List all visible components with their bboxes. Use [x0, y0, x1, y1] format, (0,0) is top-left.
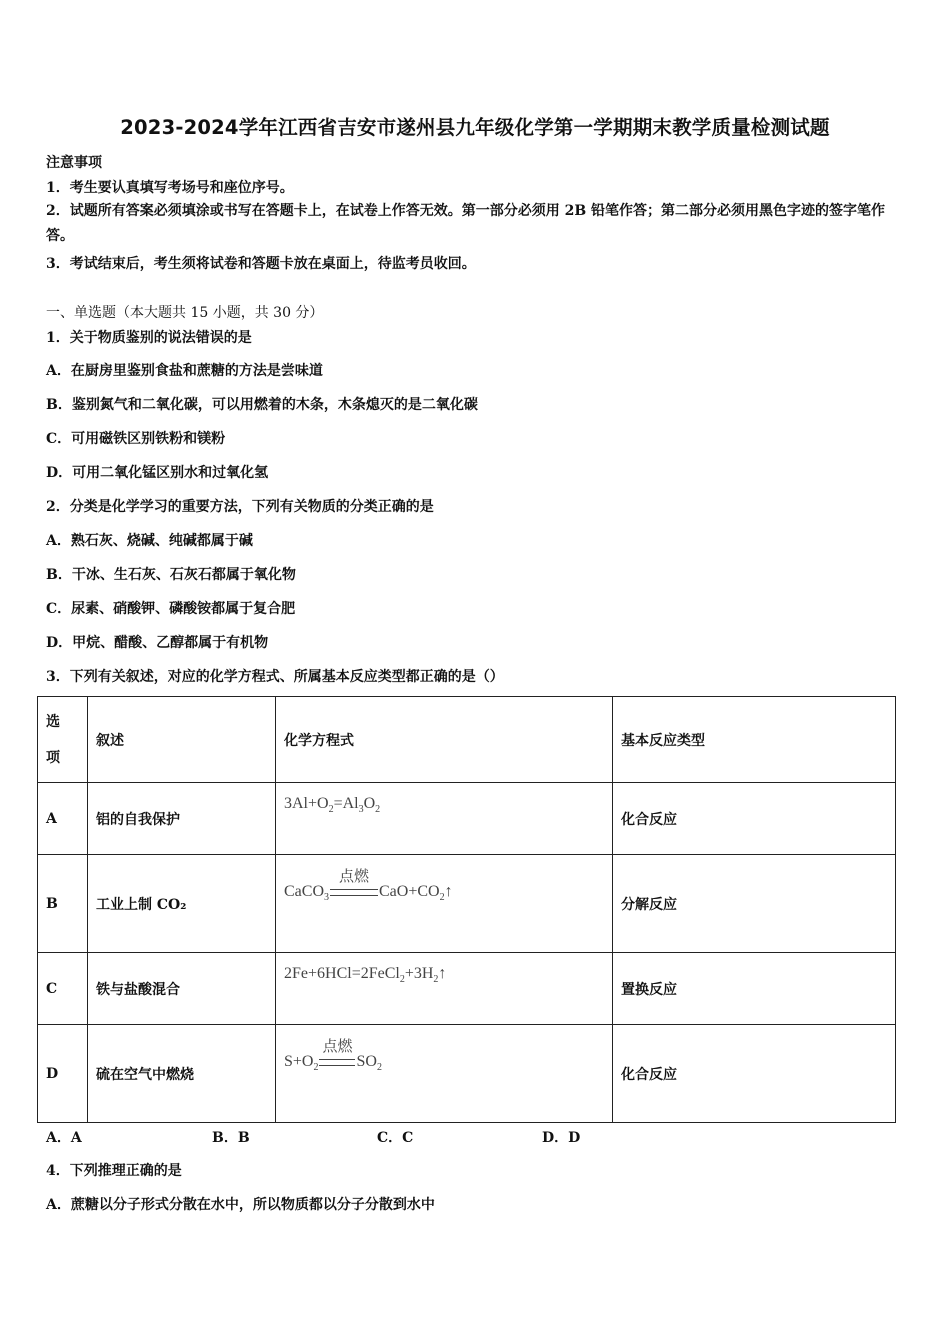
row-desc: 硫在空气中燃烧	[88, 1025, 276, 1123]
header-type: 基本反应类型	[613, 697, 896, 783]
notice-heading: 注意事项	[46, 155, 102, 171]
row-type: 置换反应	[613, 953, 896, 1025]
section-heading: 一、单选题（本大题共 15 小题，共 30 分）	[46, 305, 324, 321]
question-stem: 1．关于物质鉴别的说法错误的是	[46, 330, 252, 346]
question-stem: 4．下列推理正确的是	[46, 1163, 182, 1179]
option-a: A．熟石灰、烧碱、纯碱都属于碱	[46, 533, 253, 549]
row-equation: $2Fe+6HCl=2FeCl_2+3H_2↑$	[276, 953, 613, 1025]
row-equation: $S+O_2$ 点燃 $SO_2$	[276, 1025, 613, 1123]
option-b: B．干冰、生石灰、石灰石都属于氧化物	[46, 567, 296, 583]
row-type: 化合反应	[613, 1025, 896, 1123]
table-row	[38, 783, 896, 855]
row-option: D	[38, 1025, 88, 1123]
table-row	[38, 855, 896, 953]
row-desc: 铁与盐酸混合	[88, 953, 276, 1025]
option-a: A．在厨房里鉴别食盐和蔗糖的方法是尝味道	[46, 363, 323, 379]
notice-item: 1．考生要认真填写考场号和座位序号。	[46, 180, 294, 196]
question-stem: 2．分类是化学学习的重要方法，下列有关物质的分类正确的是	[46, 499, 434, 515]
row-equation: $3Al+O_2=Al_3O_2$	[276, 783, 613, 855]
row-desc: 铝的自我保护	[88, 783, 276, 855]
answer-c: C．C	[377, 1130, 414, 1146]
notice-item: 2．试题所有答案必须填涂或书写在答题卡上，在试卷上作答无效。第一部分必须用 2B 铅笔作答；第二部分必须用黑色字迹的签字笔作答。	[46, 203, 886, 244]
option-a: A．蔗糖以分子形式分散在水中，所以物质都以分子分散到水中	[46, 1197, 435, 1213]
table-row	[38, 1025, 896, 1123]
answer-d: D．D	[542, 1130, 581, 1146]
table-header-row	[38, 697, 896, 783]
page-title: 2023-2024学年江西省吉安市遂州县九年级化学第一学期期末教学质量检测试题	[120, 116, 830, 139]
question-stem: 3．下列有关叙述，对应的化学方程式、所属基本反应类型都正确的是（）	[46, 669, 504, 685]
header-equation: 化学方程式	[276, 697, 613, 783]
answer-a: A．A	[46, 1130, 82, 1146]
table-row	[38, 953, 896, 1025]
reaction-table	[37, 696, 896, 1123]
header-option: 选 项	[38, 697, 88, 783]
option-d: D．甲烷、醋酸、乙醇都属于有机物	[46, 635, 269, 651]
option-b: B．鉴别氮气和二氧化碳，可以用燃着的木条，木条熄灭的是二氧化碳	[46, 397, 478, 413]
header-desc: 叙述	[88, 697, 276, 783]
row-desc: 工业上制 CO₂	[88, 855, 276, 953]
row-option: A	[38, 783, 88, 855]
row-option: C	[38, 953, 88, 1025]
reaction-condition: 点燃	[322, 1037, 353, 1055]
row-option: B	[38, 855, 88, 953]
answer-b: B．B	[212, 1130, 250, 1146]
option-d: D．可用二氧化锰区别水和过氧化氢	[46, 465, 269, 481]
row-type: 化合反应	[613, 783, 896, 855]
row-equation: CaCO$_3$ 点燃 $CaO+CO_2↑$	[276, 855, 613, 953]
notice-item: 3．考试结束后，考生须将试卷和答题卡放在桌面上，待监考员收回。	[46, 256, 476, 272]
row-type: 分解反应	[613, 855, 896, 953]
option-c: C．尿素、硝酸钾、磷酸铵都属于复合肥	[46, 601, 296, 617]
reaction-condition: 点燃	[338, 867, 369, 885]
option-c: C．可用磁铁区别铁粉和镁粉	[46, 431, 226, 447]
